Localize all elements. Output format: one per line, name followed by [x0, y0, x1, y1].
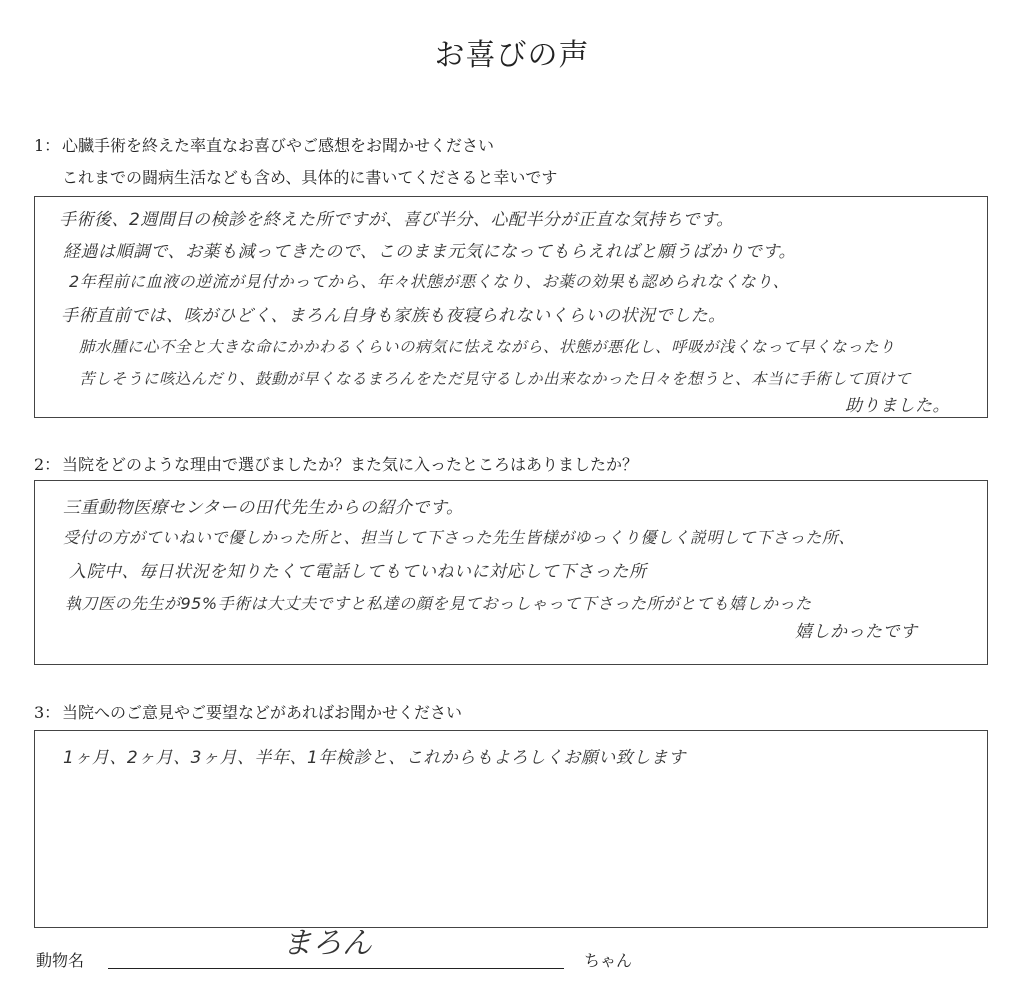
answer-box-1: [34, 196, 988, 418]
question-3: [34, 700, 462, 723]
answer-2-line-3: 入院中、毎日状況を知りたくて電話してもていねいに対応して下さった所: [69, 562, 647, 582]
answer-1-line-2: 経過は順調で、お薬も減ってきたので、このまま元気になってもらえればと願うばかりです。: [63, 242, 796, 262]
question-1-subtext: これまでの闘病生活なども含め、具体的に書いてくださると幸いです: [62, 168, 558, 187]
answer-1-line-1: 手術後、2週間目の検診を終えた所ですが、喜び半分、心配半分が正直な気持ちです。: [59, 210, 734, 230]
pet-name-underline: [108, 968, 564, 969]
answer-1-line-6: 苦しそうに咳込んだり、鼓動が早くなるまろんをただ見守るしか出来なかった日々を想うと、本当に手術して頂けて: [79, 370, 912, 388]
pet-name-value: まろん: [282, 926, 372, 961]
answer-1-line-5: 肺水腫に心不全と大きな命にかかわるくらいの病気に怯えながら、状態が悪化し、呼吸が浅くなって早くなったり: [79, 338, 896, 356]
pet-name-label: 動物名: [36, 951, 85, 970]
answer-2-line-2: 受付の方がていねいで優しかった所と、担当して下さった先生皆様がゆっくり優しく説明して下さった所、: [63, 528, 855, 547]
answer-2-line-1: 三重動物医療センターの田代先生からの紹介です。: [63, 498, 464, 518]
question-2: [34, 452, 638, 475]
question-3-number: 3：: [34, 703, 61, 722]
question-1: [34, 133, 494, 156]
answer-3-line-1: 1ヶ月、2ヶ月、3ヶ月、半年、1年検診と、これからもよろしくお願い致します: [63, 748, 686, 768]
answer-box-3: [34, 730, 988, 928]
question-1-number: 1：: [34, 136, 61, 155]
answer-1-line-3: 2年程前に血液の逆流が見付かってから、年々状態が悪くなり、お薬の効果も認められなくなり、: [69, 272, 790, 291]
question-1-text: 心臓手術を終えた率直なお喜びやご感想をお聞かせください: [62, 136, 495, 155]
answer-2-line-4: 執刀医の先生が95%手術は大丈夫ですと私達の顔を見ておっしゃって下さった所がとても嬉しかった: [65, 594, 812, 613]
answer-1-line-7: 助りました。: [845, 396, 950, 416]
question-3-text: 当院へのご意見やご要望などがあればお聞かせください: [62, 703, 463, 722]
answer-2-line-5: 嬉しかったです: [795, 622, 918, 642]
answer-1-line-4: 手術直前では、咳がひどく、まろん自身も家族も夜寝られないくらいの状況でした。: [61, 306, 726, 326]
pet-name-suffix: ちゃん: [584, 951, 633, 970]
question-2-text: 当院をどのような理由で選びましたか？また気に入ったところはありましたか？: [62, 455, 639, 474]
question-2-number: 2：: [34, 455, 61, 474]
page-title: お喜びの声: [434, 38, 590, 73]
answer-box-2: [34, 480, 988, 665]
